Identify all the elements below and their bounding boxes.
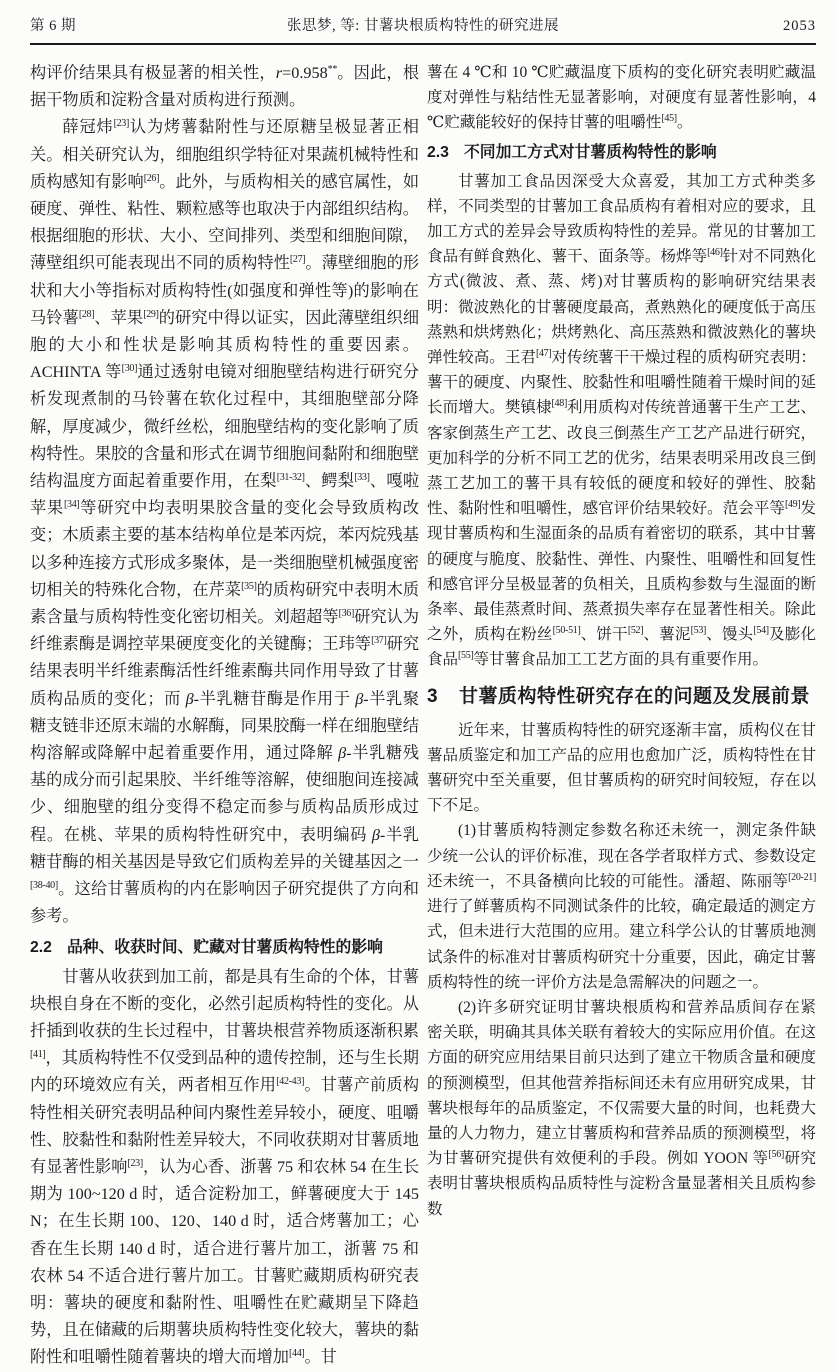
- citation-ref: [34]: [63, 499, 80, 511]
- paragraph: 薯在 4 ℃和 10 ℃贮藏温度下质构的变化研究表明贮藏温度对弹性与粘结性无显著影响，对硬度有显著性影响，4 ℃贮藏能较好的保持甘薯的咀嚼性[45]。: [427, 64, 816, 132]
- article-body: [30, 60, 816, 1372]
- citation-ref: [37]: [371, 635, 387, 647]
- citation-ref: [42-43]: [276, 1076, 305, 1088]
- right-column: [427, 60, 816, 1372]
- italic-term: β: [338, 744, 347, 763]
- citation-ref: [56]: [768, 1149, 784, 1161]
- citation-ref: [30]: [121, 363, 138, 375]
- citation-ref: [26]: [143, 172, 160, 184]
- heading-title: 甘薯质构特性研究存在的问题及发展前景: [458, 685, 810, 707]
- citation-ref: **: [327, 64, 338, 75]
- header-rule: [30, 43, 816, 45]
- section-heading: [427, 683, 816, 711]
- italic-term: r: [275, 64, 283, 82]
- citation-ref: [29]: [143, 308, 159, 320]
- citation-ref: [54]: [753, 625, 769, 637]
- citation-ref: [55]: [458, 650, 474, 662]
- citation-ref: [35]: [241, 580, 257, 592]
- heading-number: 2.3: [427, 143, 449, 161]
- citation-ref: [45]: [661, 113, 677, 125]
- paragraph: (2)许多研究证明甘薯块根质构和营养品质间存在紧密关联，明确其具体关联有着较大的实际应用价值。在这方面的研究应用结果目前只达到了建立干物质含量和硬度的预测模型，但其他营养指标间还未有应用研究成果，甘薯块根每年的品质鉴定，不仅需要大量的时间，也耗费大量的人力物力，建立甘薯质构和营养品质的预测模型，将为甘薯研究提供有效便利的手段。例如 YOON 等[56]研究表明甘薯块根质构品质特性与淀粉含量显著相关且质构参数: [427, 998, 816, 1218]
- paragraph: 近年来，甘薯质构特性的研究逐渐丰富，质构仪在甘薯品质鉴定和加工产品的应用也愈加广泛，质构特性在甘薯研究中至关重要，但甘薯质构的研究时间较短，存在以下不足。: [427, 721, 816, 815]
- citation-ref: [33]: [354, 472, 370, 484]
- citation-ref: [46]: [707, 247, 723, 259]
- page-number: 2053: [783, 18, 816, 34]
- paragraph: 甘薯加工食品因深受大众喜爱，其加工方式种类多样，不同类型的甘薯加工食品质构有着相对应的要求，且加工方式的差异会导致质构特性的差异。常见的甘薯加工食品有鲜食熟化、薯干、面条等。杨烨等[46]针对不同熟化方式(微波、煮、蒸、烤)对甘薯质构的影响研究结果表明：微波熟化的甘薯硬度最高，煮熟熟化的硬度低于高压蒸熟和烘烤熟化；烘烤熟化、高压蒸熟和微波熟化的薯块弹性较高。王君[47]对传统薯干干燥过程的质构研究表明：薯干的硬度、内聚性、胶黏性和咀嚼性随着干燥时间的延长而增大。樊镇棣[48]利用质构对传统普通薯干生产工艺、客家倒蒸生产工艺、改良三倒蒸生产工艺产品进行研究，更加科学的分析不同工艺的优劣，结果表明采用改良三倒蒸工艺加工的薯干具有较低的硬度和较好的弹性、胶黏性、黏附性和咀嚼性，感官评价结果较好。范会平等[49]发现甘薯质构和生湿面条的品质有着密切的联系，其中甘薯的硬度与脆度、胶黏性、弹性、内聚性、咀嚼性和回复性和感官评分呈极显著的负相关，且质构参数与生湿面的断条率、最佳蒸煮时间、蒸煮损失率存在显著性相关。除此之外，质构在粉丝[50-51]、饼干[52]、薯泥[53]、馒头[54]及膨化食品[55]等甘薯食品加工工艺方面的具有重要作用。: [427, 172, 816, 669]
- heading-title: 不同加工方式对甘薯质构特性的影响: [463, 143, 717, 161]
- citation-ref: [23]: [127, 1157, 143, 1169]
- citation-ref: [52]: [627, 625, 644, 637]
- citation-ref: [44]: [289, 1348, 305, 1360]
- heading-title: 品种、收获时间、贮藏对甘薯质构特性的影响: [66, 938, 383, 956]
- italic-term: β: [185, 689, 194, 708]
- citation-ref: [47]: [535, 348, 552, 360]
- citation-ref: [28]: [78, 308, 95, 320]
- running-title: 张思梦, 等: 甘薯块根质构特性的研究进展: [287, 18, 559, 34]
- italic-term: β: [371, 825, 380, 844]
- heading-number: 2.2: [30, 938, 52, 956]
- citation-ref: [41]: [30, 1049, 46, 1061]
- page-header: [30, 12, 816, 36]
- citation-ref: [27]: [289, 254, 306, 266]
- citation-ref: [38-40]: [30, 880, 58, 892]
- citation-ref: [49]: [784, 499, 801, 511]
- left-column: [30, 60, 419, 1372]
- issue-label: 第 6 期: [30, 18, 76, 34]
- italic-term: β: [355, 689, 364, 708]
- heading-number: 3: [427, 685, 439, 707]
- paragraph: 甘薯从收获到加工前，都是具有生命的个体，甘薯块根自身在不断的变化，必然引起质构特性的变化。从扦插到收获的生长过程中，甘薯块根营养物质逐渐积累[41]，其质构特性不仅受到品种的遗传控制，还与生长期内的环境效应有关，两者相互作用[42-43]。甘薯产前质构特性相关研究表明品种间内聚性差异较小，硬度、咀嚼性、胶黏性和黏附性差异较大，不同收获期对甘薯质地有显著性影响[23]，认为心香、浙薯 75 和农林 54 在生长期为 100~120 d 时，适合淀粉加工，鲜薯硬度大于 145 N；在生长期 100、120、140 d 时，适合烤薯加工；心香在生长期 140 d 时，适合进行薯片加工，浙薯 75 和农林 54 不适合进行薯片加工。甘薯贮藏期质构研究表明：薯块的硬度和黏附性、咀嚼性在贮藏期呈下降趋势，且在储藏的后期薯块质构特性变化较大，薯块的黏附性和咀嚼性随着薯块的增大而增加[44]。甘: [30, 967, 420, 1367]
- citation-ref: [36]: [338, 608, 355, 620]
- citation-ref: [53]: [690, 625, 707, 637]
- paragraph: 薛冠炜[23]认为烤薯黏附性与还原糖呈极显著正相关。相关研究认为，细胞组织学特征对果蔬机械特性和质构感知有影响[26]。此外，与质构相关的感官属性，如硬度、弹性、粘性、颗粒感等也取决于内部组织结构。根据细胞的形状、大小、空间排列、类型和细胞间隙，薄壁组织可能表现出不同的质构特性[27]。薄壁细胞的形状和大小等指标对质构特性(如强度和弹性等)的影响在马铃薯[28]、苹果[29]的研究中得以证实，因此薄壁组织细胞的大小和性状是影响其质构特性的重要因素。ACHINTA 等[30]通过透射电镜对细胞壁结构进行研究分析发现煮制的马铃薯在软化过程中，其细胞壁部分降解，厚度减少，微纤丝松，细胞壁结构的变化影响了质构特性。果胶的含量和形式在调节细胞间黏附和细胞壁结构温度方面起着重要作用，在梨[31-32]、鳄梨[33]、嘎啦苹果[34]等研究中均表明果胶含量的变化会导致质构改变；木质素主要的基本结构单位是苯丙烷，苯丙烷残基以多种连接方式形成多聚体，是一类细胞壁机械强度密切相关的特殊化合物，在芹菜[35]的质构研究中表明木质素含量与质构特性变化密切相关。刘超超等[36]研究认为纤维素酶是调控苹果硬度变化的关键酶；王玮等[37]研究结果表明半纤维素酶活性纤维素酶共同作用导致了甘薯质构品质的变化；而 β-半乳糖苷酶是作用于 β-半乳聚糖支链非还原末端的水解酶，同果胶酶一样在细胞壁结构溶解或降解中起着重要作用，通过降解 β-半乳糖残基的成分而引起果胶、半纤维等溶解，使细胞间连接减少、细胞壁的组分变得不稳定而参与质构品质形成过程。在桃、苹果的质构特性研究中，表明编码 β-半乳糖苷酶的相关基因是导致它们质构差异的关键基因之一[38-40]。这给甘薯质构的内在影响因子研究提供了方向和参考。: [30, 118, 420, 926]
- citation-ref: [48]: [551, 398, 567, 410]
- citation-ref: [31-32]: [276, 472, 305, 484]
- subsection-heading: [427, 140, 816, 166]
- citation-ref: [50-51]: [552, 625, 581, 637]
- subsection-heading: [30, 935, 419, 961]
- paragraph: 构评价结果具有极显著的相关性，r=0.958**。因此，根据干物质和淀粉含量对质构进行预测。: [30, 64, 420, 110]
- citation-ref: [20-21]: [788, 871, 816, 883]
- citation-ref: [23]: [113, 118, 130, 130]
- paragraph: (1)甘薯质构特测定参数名称还未统一，测定条件缺少统一公认的评价标准，现在各学者取样方式、参数设定还未统一，不具备横向比较的可能性。潘超、陈丽等[20-21]进行了鲜薯质构不同测试条件的比较，确定最适的测定方式，但未进行大范围的应用。建立科学公认的甘薯质地测试条件的标准对甘薯质构研究十分重要，因此，确定甘薯质构特性的统一评价方法是急需解决的问题之一。: [427, 822, 816, 991]
